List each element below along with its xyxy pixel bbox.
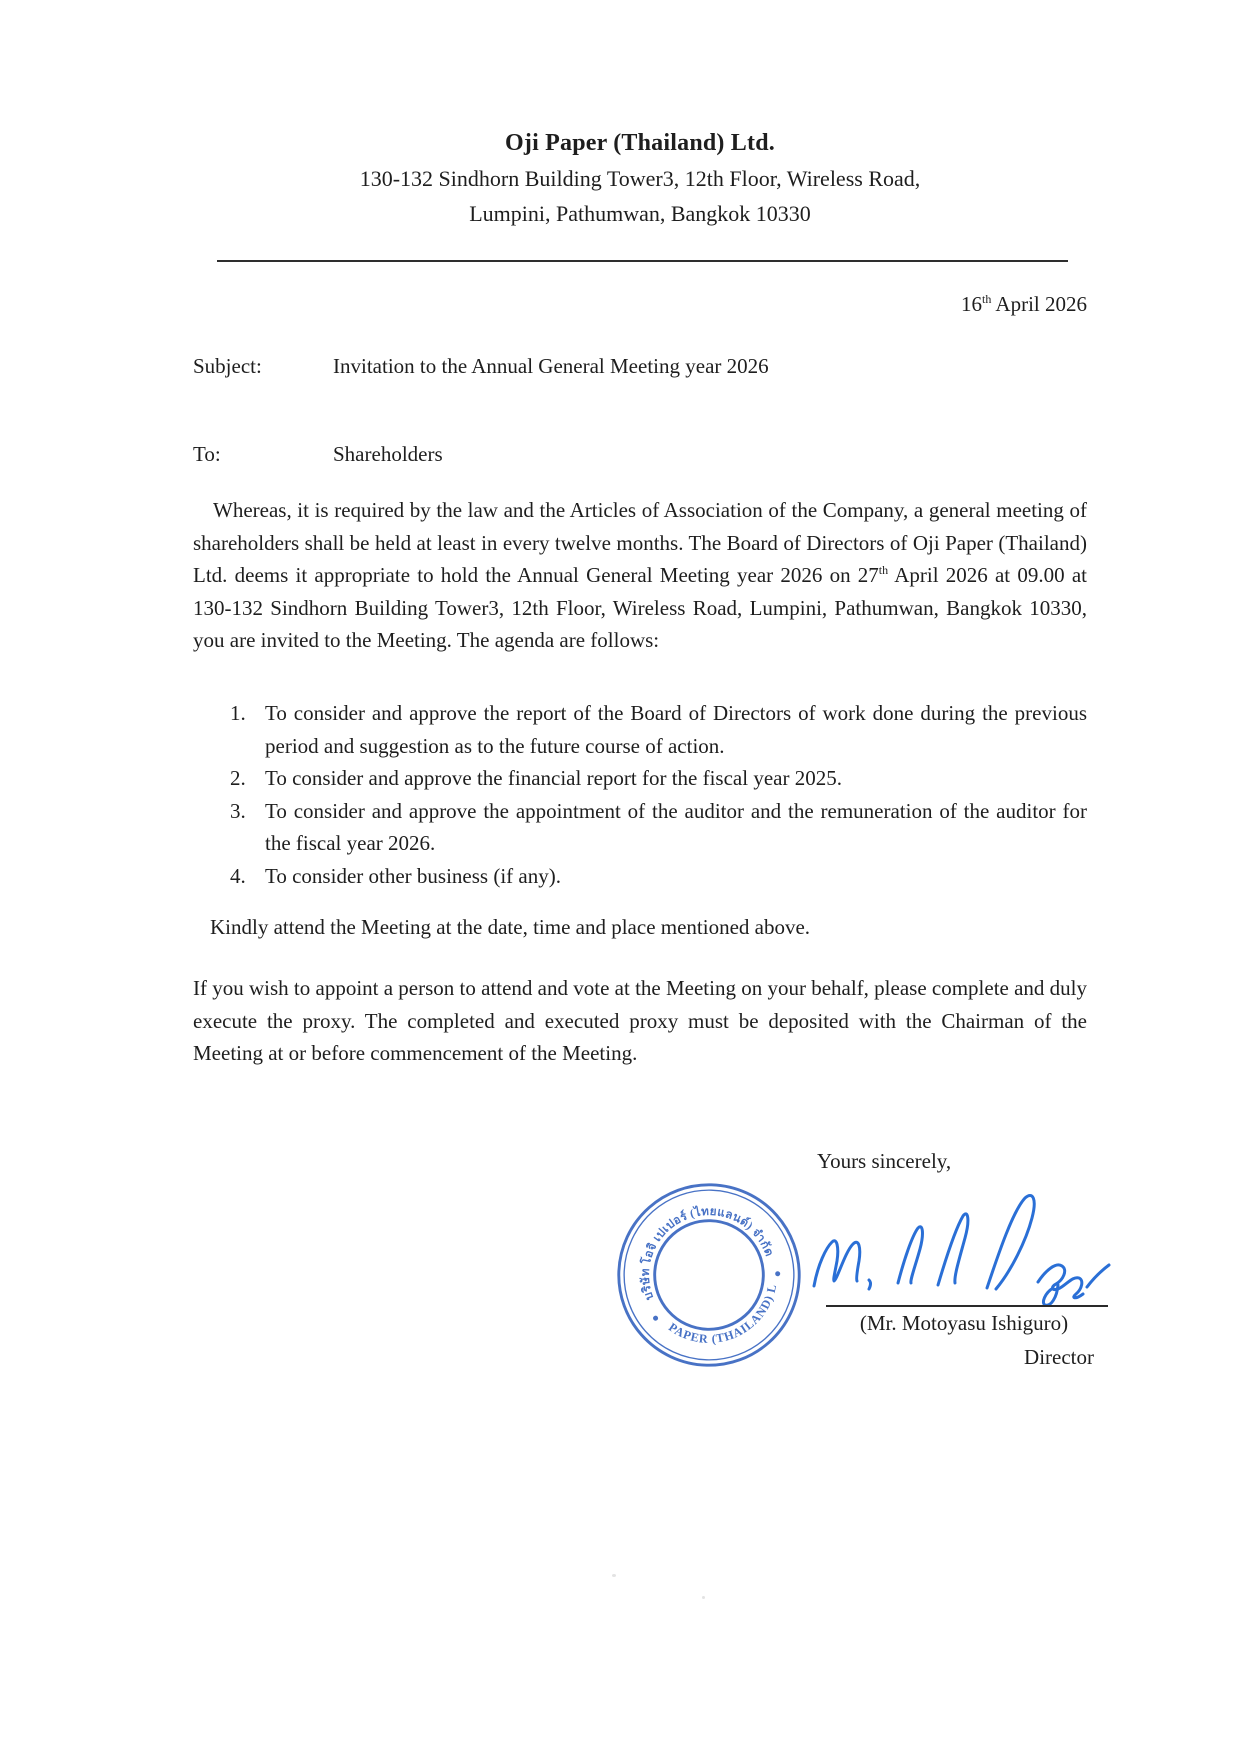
agenda-item-number: 2. (230, 766, 246, 790)
signer-title: Director (1024, 1345, 1094, 1369)
proxy-paragraph: If you wish to appoint a person to attend and vote at the Meeting on your behalf, please complete and duly execute the proxy. The completed and executed proxy must be deposited with the Chairman of the Meeting at or before commencement of the Meeting. (193, 976, 1088, 1065)
stamp-thai-arc-text: บริษัท โอจิ เปเปอร์ (ไทยแลนด์) จำกัด (638, 1204, 776, 1302)
scan-speck (612, 1574, 616, 1577)
agenda-item (230, 697, 1087, 762)
agenda-item-text: To consider and approve the financial report for the fiscal year 2025. (265, 766, 842, 790)
subject-text: Invitation to the Annual General Meeting year 2026 (333, 354, 769, 378)
company-seal-stamp (612, 1178, 806, 1372)
opening-paragraph (193, 494, 1087, 657)
agenda-item-number: 4. (230, 863, 246, 888)
agenda-item-text: To consider and approve the appointment of the auditor and the remuneration of the auditor for the fiscal year 2026. (265, 798, 1087, 855)
date-ordinal: th (981, 292, 992, 306)
agenda-item (230, 795, 1087, 860)
agenda-item (230, 860, 1087, 893)
date-day: 16 (960, 292, 982, 316)
opening-text-post: April 2026 at 09.00 at 130-132 Sindhorn Building Tower3, 12th Floor, Wireless Road, Lumpini, Pathumwan, Bangkok 10330, you are invited to the Meeting. The agenda are follows: (193, 563, 1087, 652)
date-rest: April 2026 (991, 292, 1087, 316)
agenda-item-number: 1. (230, 701, 246, 725)
stamp-english-arc-text: OJI PAPER (THAILAND) LTD. (662, 1262, 780, 1347)
company-name: Oji Paper (Thailand) Ltd. (505, 130, 775, 156)
to-row (193, 442, 443, 467)
agenda-item-number: 3. (230, 798, 246, 823)
agenda-list (230, 697, 1087, 892)
valediction: Yours sincerely, (817, 1149, 952, 1173)
agenda-item (230, 762, 1087, 795)
kindly-note: Kindly attend the Meeting at the date, time and place mentioned above. (210, 915, 811, 939)
agenda-item-text: To consider and approve the report of the Board of Directors of work done during the previous period and suggestion as to the future course of action. (265, 701, 1087, 758)
to-text: Shareholders (333, 442, 443, 466)
opening-text-pre: Whereas, it is required by the law and the Articles of Association of the Company, a general meeting of shareholders shall be held at least in every twelve months. The Board of Directors of Oji Paper (Thailand) Ltd. deems it appropriate to hold the Annual General Meeting year 2026 on 27 (193, 498, 1087, 587)
svg-text:OJI PAPER (THAILAND) LTD. (647, 1243, 791, 1362)
scan-speck (702, 1596, 705, 1599)
header-divider (217, 260, 1068, 262)
signer-name: (Mr. Motoyasu Ishiguro) (859, 1311, 1069, 1335)
director-signature-icon (806, 1186, 1118, 1312)
letterhead (193, 126, 1087, 231)
agenda-item-text: To consider other business (if any). (265, 863, 561, 888)
date-line (193, 292, 1087, 317)
to-label: To: (193, 442, 221, 466)
signature-line (826, 1305, 1108, 1307)
address-line-1: 130-132 Sindhorn Building Tower3, 12th Floor, Wireless Road, (359, 166, 921, 191)
subject-label: Subject: (193, 354, 262, 378)
subject-row (193, 354, 769, 379)
address-line-2: Lumpini, Pathumwan, Bangkok 10330 (469, 201, 811, 226)
opening-ordinal: th (878, 563, 889, 577)
